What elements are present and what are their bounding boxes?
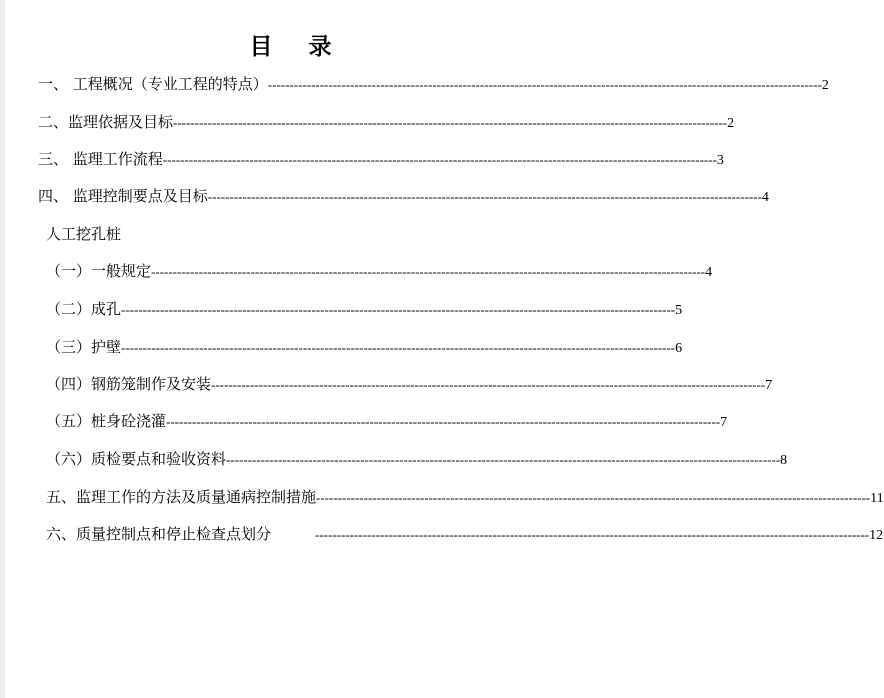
toc-entry-page: 6	[675, 341, 683, 356]
toc-entry-page: 2	[821, 78, 829, 93]
toc-entry[interactable]	[46, 448, 788, 470]
toc-entry-page: 7	[765, 378, 773, 393]
toc-section-heading: 人工挖孔桩	[46, 225, 122, 243]
toc-entry[interactable]	[38, 148, 724, 170]
toc-leader: --------------------------------------------------------------------------------------------------------------------------------	[121, 340, 676, 355]
toc-entry-page: 11	[870, 491, 884, 506]
toc-entry[interactable]	[46, 298, 683, 320]
toc-entry-label: （五）桩身砼浇灌	[46, 412, 167, 430]
toc-entry[interactable]	[46, 336, 683, 358]
toc-entry-page: 5	[675, 303, 683, 318]
toc-entry-label: 三、 监理工作流程	[38, 150, 163, 168]
toc-entry-page: 3	[716, 153, 724, 168]
toc-entry[interactable]	[46, 523, 884, 545]
toc-entry[interactable]	[38, 185, 769, 207]
toc-entry-page: 4	[705, 265, 713, 280]
toc-entry[interactable]	[38, 111, 735, 133]
page-edge	[0, 0, 5, 698]
toc-entry-label: 六、质量控制点和停止检查点划分	[46, 525, 272, 543]
toc-leader: --------------------------------------------------------------------------------------------------------------------------------	[226, 452, 781, 467]
toc-leader: --------------------------------------------------------------------------------------------------------------------------------	[121, 302, 676, 317]
toc-entry[interactable]	[46, 260, 713, 282]
page-title: 目 录	[249, 34, 346, 60]
toc-leader: --------------------------------------------------------------------------------------------------------------------------------	[211, 377, 766, 392]
toc-leader: --------------------------------------------------------------------------------------------------------------------------------	[267, 77, 822, 92]
toc-entry-page: 7	[720, 415, 728, 430]
toc-leader: --------------------------------------------------------------------------------------------------------------------------------	[151, 264, 706, 279]
toc-entry-page: 12	[869, 528, 884, 543]
toc-entry-page: 8	[780, 453, 788, 468]
toc-entry-page: 2	[727, 116, 735, 131]
toc-leader: --------------------------------------------------------------------------------------------------------------------------------	[207, 189, 762, 204]
toc-entry[interactable]	[46, 373, 773, 395]
toc-entry-label: 二、监理依据及目标	[38, 113, 174, 131]
toc-leader: --------------------------------------------------------------------------------------------------------------------------------	[162, 152, 717, 167]
toc-entry-label: （六）质检要点和验收资料	[46, 450, 227, 468]
toc-entry-label: （一）一般规定	[46, 262, 152, 280]
toc-leader: --------------------------------------------------------------------------------------------------------------------------------	[166, 414, 721, 429]
toc-entry-label: （三）护壁	[46, 338, 122, 356]
toc-leader: --------------------------------------------------------------------------------------------------------------------------------	[315, 527, 870, 542]
toc-entry-label: （二）成孔	[46, 300, 122, 318]
toc-leader: --------------------------------------------------------------------------------------------------------------------------------	[316, 490, 871, 505]
toc-leader: --------------------------------------------------------------------------------------------------------------------------------	[173, 115, 728, 130]
toc-entry-label: 一、 工程概况（专业工程的特点）	[38, 75, 268, 93]
toc-entry[interactable]	[38, 73, 829, 95]
toc-entry-label: （四）钢筋笼制作及安装	[46, 375, 212, 393]
toc-entry-label: 四、 监理控制要点及目标	[38, 187, 208, 205]
toc-entry[interactable]	[46, 486, 884, 508]
toc-entry-page: 4	[761, 190, 769, 205]
toc-entry-label: 五、监理工作的方法及质量通病控制措施	[46, 488, 317, 506]
toc-entry[interactable]	[46, 410, 728, 432]
